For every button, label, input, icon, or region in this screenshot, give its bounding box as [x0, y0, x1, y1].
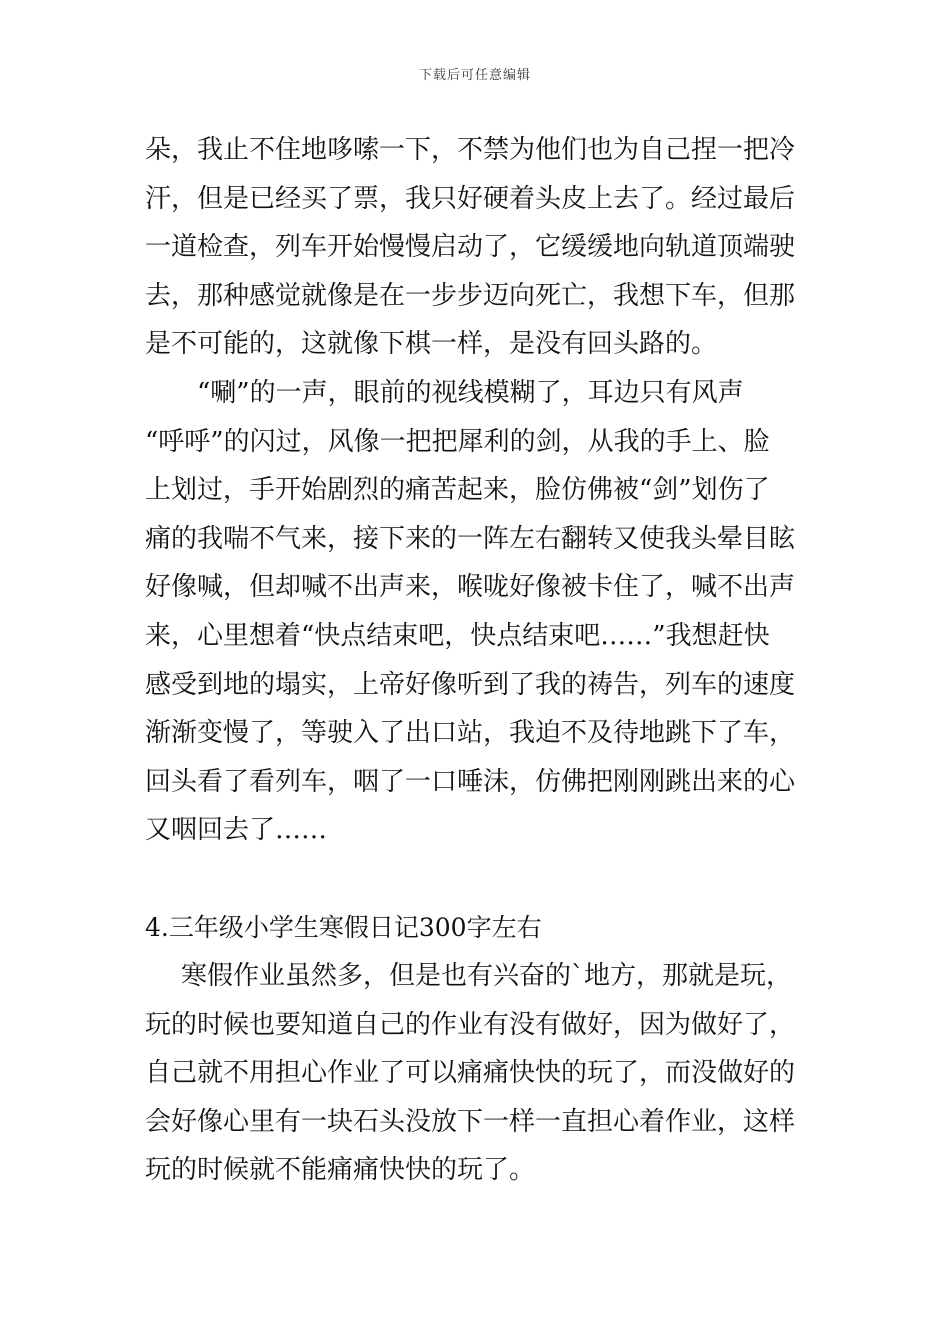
text-line: 会好像心里有一块石头没放下一样一直担心着作业，这样: [145, 1106, 796, 1137]
text-line: 玩的时候就不能痛痛快快的玩了。: [145, 1155, 536, 1186]
text-line: 寒假作业虽然多，但是也有兴奋的`地方，那就是玩，: [181, 961, 793, 992]
text-line: 渐渐变慢了，等驶入了出口站，我迫不及待地跳下了车，: [145, 718, 796, 749]
text-line: “唰”的一声，眼前的视线模糊了，耳边只有风声: [197, 377, 744, 408]
text-line: 朵，我止不住地哆嗦一下，不禁为他们也为自己捏一把冷: [145, 135, 796, 165]
text-line: 感受到地的塌实，上帝好像听到了我的祷告，列车的速度: [145, 669, 796, 700]
text-line: 回头看了看列车，咽了一口唾沫，仿佛把刚刚跳出来的心: [145, 766, 796, 797]
text-line: 一道检查，列车开始慢慢启动了，它缓缓地向轨道顶端驶: [145, 232, 796, 263]
text-line: 去，那种感觉就像是在一步步迈向死亡，我想下车，但那: [145, 280, 796, 311]
paragraph-2: [145, 369, 815, 855]
text-line: “呼呼”的闪过，风像一把把犀利的剑，从我的手上、脸: [145, 426, 770, 457]
paragraph-1: [145, 126, 815, 369]
text-line: 痛的我喘不气来，接下来的一阵左右翻转又使我头晕目眩: [145, 523, 796, 554]
text-line: 玩的时候也要知道自己的作业有没有做好，因为做好了，: [145, 1009, 796, 1040]
text-line: 上划过，手开始剧烈的痛苦起来，脸仿佛被“剑”划伤了: [145, 475, 770, 506]
document-body: [145, 126, 815, 1195]
section-4: [145, 904, 815, 1196]
text-line: 自己就不用担心作业了可以痛痛快快的玩了，而没做好的: [145, 1058, 796, 1089]
section-heading: 4.三年级小学生寒假日记300字左右: [145, 912, 542, 942]
text-line: 汗，但是已经买了票，我只好硬着头皮上去了。经过最后: [145, 183, 796, 214]
text-line: 又咽回去了……: [145, 815, 328, 846]
page-header: 下载后可任意编辑: [418, 68, 531, 83]
text-line: 是不可能的，这就像下棋一样，是没有回头路的。: [145, 329, 718, 360]
blank-line: [145, 855, 815, 904]
text-line: 好像喊，但却喊不出声来，喉咙好像被卡住了，喊不出声: [145, 572, 796, 603]
text-line: 来，心里想着“快点结束吧，快点结束吧……”我想赶快: [145, 620, 770, 651]
